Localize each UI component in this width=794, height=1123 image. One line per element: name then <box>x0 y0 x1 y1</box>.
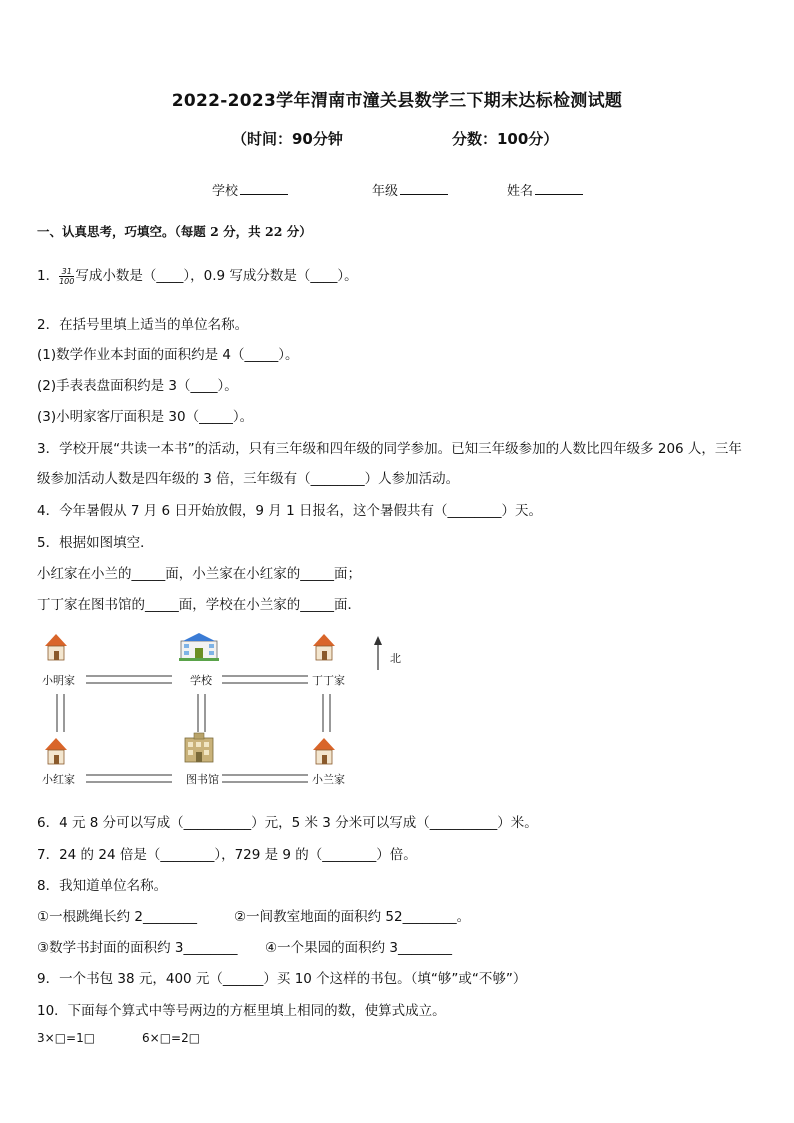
direction-map <box>36 628 416 796</box>
grade-label: 年级 <box>372 184 399 199</box>
label-north: 北 <box>390 652 401 665</box>
house-icon <box>312 632 336 662</box>
question-8-item-3: ③数学书封面的面积约 3________ <box>37 940 238 956</box>
question-7: 7．24 的 24 倍是（________），729 是 9 的（________）倍。 <box>37 847 417 863</box>
question-8-item-1: ①一根跳绳长约 2________ <box>37 909 197 925</box>
equation-1: 3×□=1□ <box>37 1031 96 1045</box>
label-xiaoming: 小明家 <box>42 674 75 687</box>
house-icon <box>44 632 68 662</box>
library-icon <box>182 732 216 764</box>
section-heading: 一、认真思考，巧填空。（每题 2 分，共 22 分） <box>37 224 312 239</box>
q1-number: 1． <box>37 268 60 284</box>
school-icon <box>179 632 219 662</box>
name-blank[interactable] <box>535 182 583 195</box>
question-2-item: (1)数学作业本封面的面积约是 4（_____）。 <box>37 347 299 363</box>
label-xiaohong: 小红家 <box>42 773 75 786</box>
question-5-stem: 5．根据如图填空． <box>37 535 154 551</box>
grade-blank[interactable] <box>400 182 448 195</box>
question-8-item-4: ④一个果园的面积约 3________ <box>265 940 452 956</box>
question-1 <box>37 264 358 286</box>
question-6: 6．4 元 8 分可以写成（__________）元，5 米 3 分米可以写成（__________）米。 <box>37 815 538 831</box>
question-2-item: (2)手表表盘面积约是 3（____）。 <box>37 378 238 394</box>
house-icon <box>312 736 336 766</box>
question-8-item-2: ②一间教室地面的面积约 52________。 <box>234 909 471 925</box>
question-3-line1: 3．学校开展“共读一本书”的活动，只有三年级和四年级的同学参加。已知三年级参加的人数比四年级多 206 人，三年 <box>37 441 742 457</box>
school-label: 学校 <box>212 184 239 199</box>
label-library: 图书馆 <box>186 773 219 786</box>
name-field <box>507 180 583 199</box>
fraction-denominator: 100 <box>59 276 75 286</box>
school-field <box>212 180 288 199</box>
question-4: 4．今年暑假从 7 月 6 日开始放假，9 月 1 日报名，这个暑假共有（________）天。 <box>37 503 542 519</box>
fraction <box>59 267 74 286</box>
school-blank[interactable] <box>240 182 288 195</box>
exam-score: 分数：100分） <box>452 130 559 148</box>
question-5-line2: 丁丁家在图书馆的_____面，学校在小兰家的_____面． <box>37 597 361 613</box>
label-school: 学校 <box>190 674 212 687</box>
page-title: 2022-2023学年渭南市潼关县数学三下期末达标检测试题 <box>171 91 623 111</box>
name-label: 姓名 <box>507 184 534 199</box>
q1-text: 写成小数是（____），0.9 写成分数是（____）。 <box>75 268 358 284</box>
grade-field <box>372 180 448 199</box>
question-5-line1: 小红家在小兰的_____面，小兰家在小红家的_____面； <box>37 566 361 582</box>
exam-time: （时间：90分钟 <box>232 130 343 148</box>
label-xiaolan: 小兰家 <box>312 773 345 786</box>
fraction-numerator: 31 <box>59 267 74 277</box>
question-2-item: (3)小明家客厅面积是 30（_____）。 <box>37 409 254 425</box>
map-roads <box>36 628 416 796</box>
question-8-stem: 8．我知道单位名称。 <box>37 878 168 894</box>
label-dingding: 丁丁家 <box>312 674 345 687</box>
question-10-stem: 10．下面每个算式中等号两边的方框里填上相同的数，使算式成立。 <box>37 1003 446 1019</box>
equation-2: 6×□=2□ <box>142 1031 201 1045</box>
house-icon <box>44 736 68 766</box>
question-2-stem: 2．在括号里填上适当的单位名称。 <box>37 317 249 333</box>
question-9: 9．一个书包 38 元，400 元（______）买 10 个这样的书包。（填“够”或“不够”） <box>37 971 527 987</box>
question-3-line2: 级参加活动人数是四年级的 3 倍，三年级有（________）人参加活动。 <box>37 471 460 487</box>
